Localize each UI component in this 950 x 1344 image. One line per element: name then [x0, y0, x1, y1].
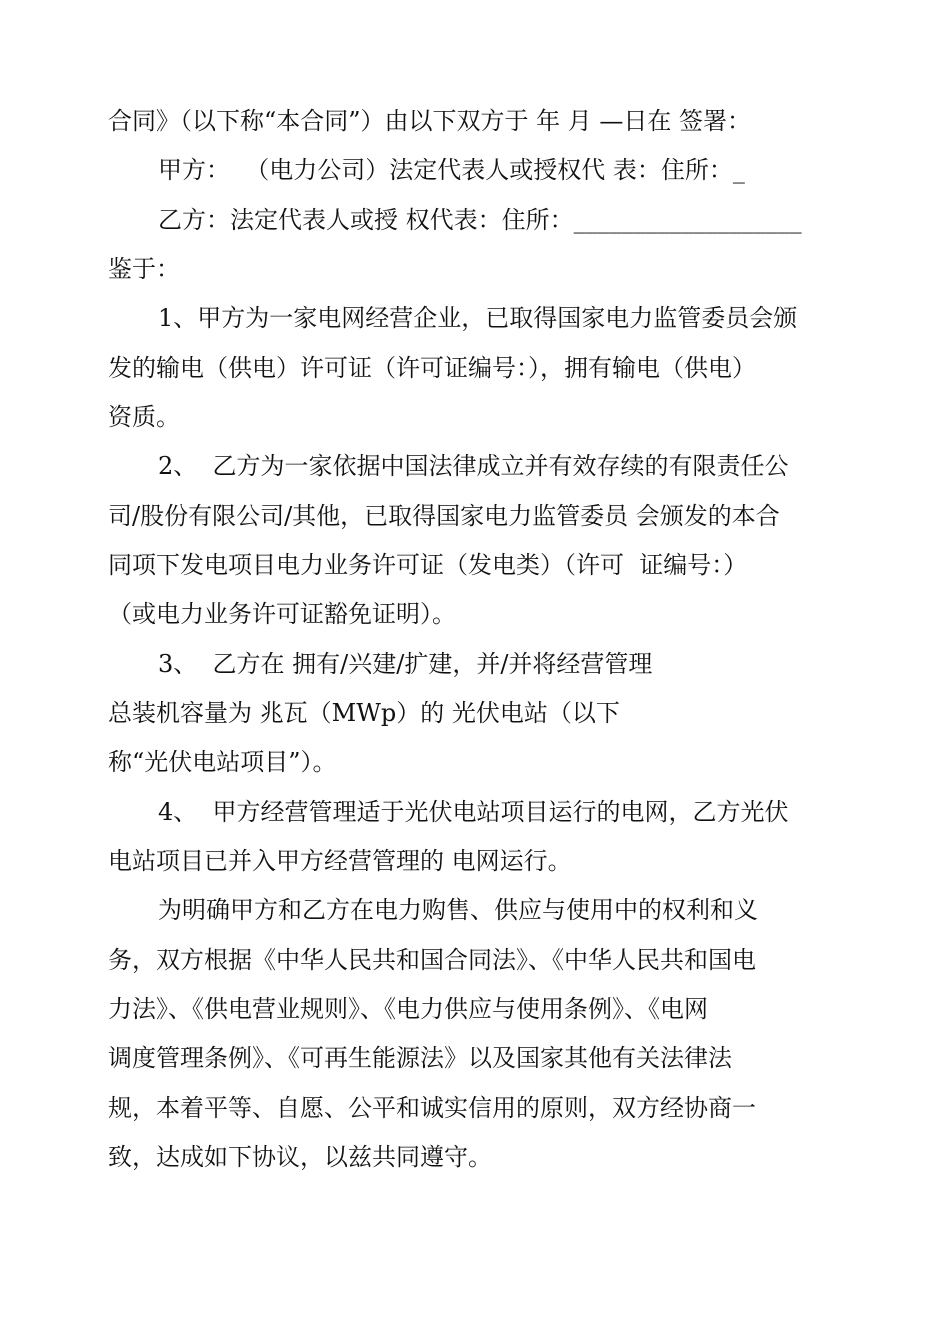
text-line: 电站项目已并入甲方经营管理的 电网运行。: [108, 847, 572, 875]
text-line: 司/股份有限公司/其他，已取得国家电力监管委员 会颁发的本合: [108, 502, 780, 530]
text-line: 调度管理条例》、《可再生能源法》以及国家其他有关法律法: [108, 1044, 732, 1072]
text-line: （或电力业务许可证豁免证明）。: [108, 600, 456, 628]
text-line: 甲方： （电力公司）法定代表人或授权代 表：住所：_: [158, 156, 745, 184]
text-line: 规，本着平等、自愿、公平和诚实信用的原则，双方经协商一: [108, 1094, 756, 1122]
text-line: 乙方：法定代表人或授 权代表：住所：___________________: [158, 206, 802, 234]
text-line: 3、 乙方在 拥有/兴建/扩建，并/并将经营管理: [158, 650, 653, 678]
text-line: 发的输电（供电）许可证（许可证编号：），拥有输电（供电）: [108, 354, 756, 382]
text-line: 为明确甲方和乙方在电力购售、供应与使用中的权利和义: [158, 896, 758, 924]
text-line: 鉴于：: [108, 255, 180, 283]
text-line: 称“光伏电站项目”）。: [108, 748, 337, 776]
text-line: 力法》、《供电营业规则》、《电力供应与使用条例》、《电网: [108, 995, 708, 1023]
text-line: 1、甲方为一家电网经营企业，已取得国家电力监管委员会颁: [158, 304, 798, 332]
text-line: 总装机容量为 兆瓦（MWp）的 光伏电站（以下: [108, 699, 620, 727]
text-line: 致，达成如下协议，以兹共同遵守。: [108, 1143, 492, 1171]
text-line: 2、 乙方为一家依据中国法律成立并有效存续的有限责任公: [158, 452, 789, 480]
text-line: 同项下发电项目电力业务许可证（发电类）（许可 证编号：）: [108, 551, 748, 579]
text-line: 资质。: [108, 403, 180, 431]
text-line: 4、 甲方经营管理适于光伏电站项目运行的电网，乙方光伏: [158, 798, 789, 826]
text-line: 合同》（以下称“本合同”）由以下双方于 年 月 —日在 签署：: [108, 107, 752, 135]
text-line: 务，双方根据《中华人民共和国合同法》、《中华人民共和国电: [108, 946, 756, 974]
